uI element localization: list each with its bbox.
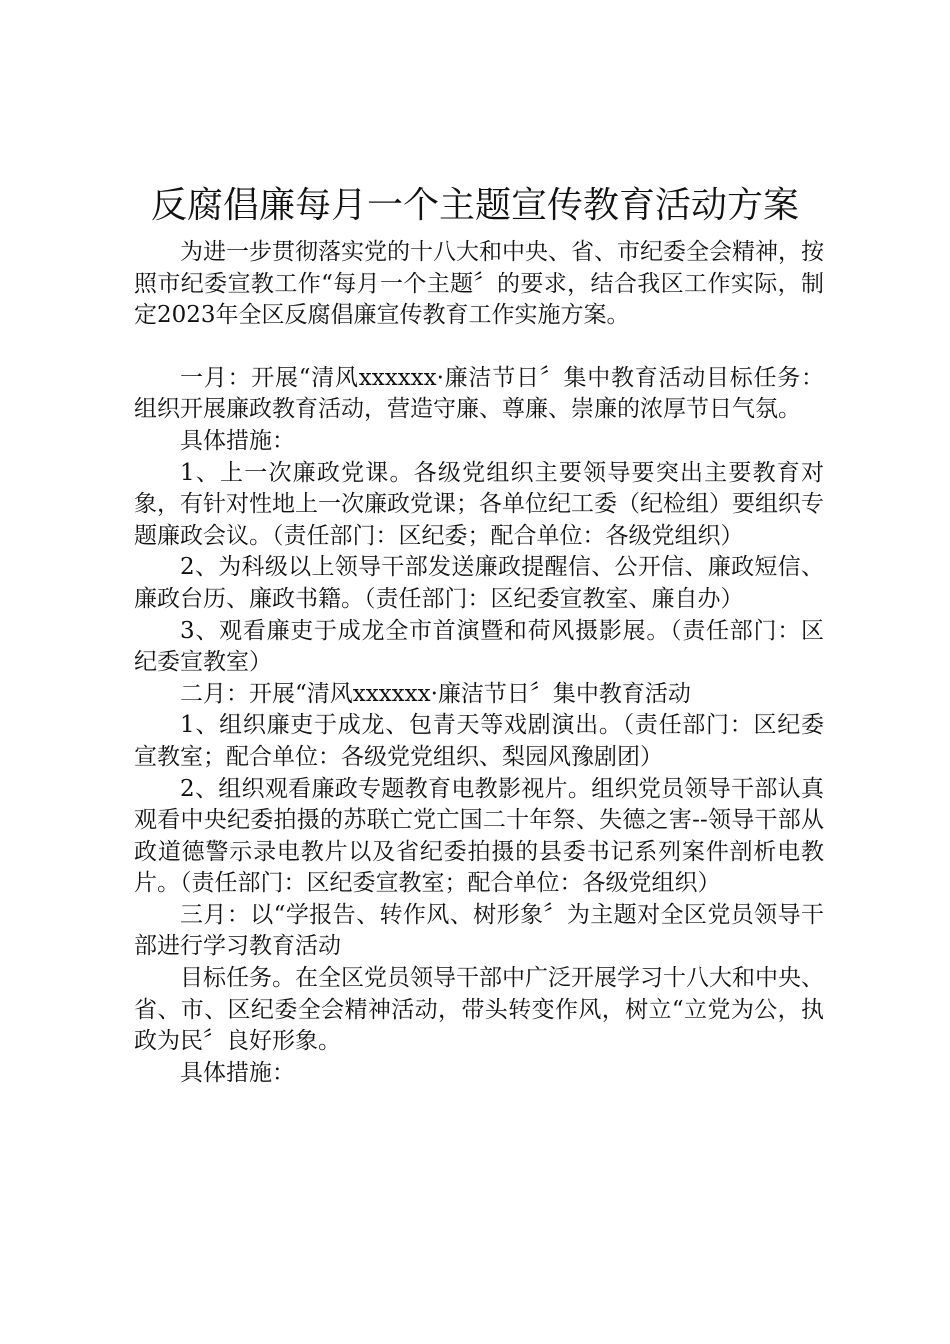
intro-paragraph: 为进一步贯彻落实党的十八大和中央、省、市纪委全会精神，按照市纪委宣教工作“每月一个主题〞的要求，结合我区工作实际，制定2023年全区反腐倡廉宣传教育工作实施方案。 bbox=[134, 239, 824, 329]
measure-item: 1、上一次廉政党课。各级党组织主要领导要突出主要教育对象，有针对性地上一次廉政党课；各单位纪工委（纪检组）要组织专题廉政会议。（责任部门：区纪委；配合单位：各级党组织） bbox=[134, 459, 824, 549]
february-heading: 二月：开展“清风xxxxxx·廉洁节日〞集中教育活动 bbox=[180, 680, 691, 707]
measure-item: 1、组织廉吏于成龙、包青天等戏剧演出。（责任部门：区纪委宣教室；配合单位：各级党党组织、梨园风豫剧团） bbox=[134, 712, 824, 770]
document-title: 反腐倡廉每月一个主题宣传教育活动方案 bbox=[150, 185, 799, 226]
measures-label: 具体措施： bbox=[180, 1059, 295, 1086]
march-heading: 三月：以“学报告、转作风、树形象〞为主题对全区党员领导干部进行学习教育活动 bbox=[134, 901, 824, 960]
measure-item: 2、为科级以上领导干部发送廉政提醒信、公开信、廉政短信、廉政台历、廉政书籍。（责任部门：区纪委宣教室、廉自办） bbox=[134, 554, 824, 612]
paragraph-gap bbox=[134, 332, 824, 363]
measure-item: 3、观看廉吏于成龙全市首演暨和荷风摄影展。（责任部门：区纪委宣教室） bbox=[134, 617, 824, 676]
goal-paragraph: 目标任务。在全区党员领导干部中广泛开展学习十八大和中央、省、市、区纪委全会精神活动，带头转变作风，树立“立党为公，执政为民〞良好形象。 bbox=[134, 965, 824, 1055]
measures-label: 具体措施： bbox=[180, 427, 295, 454]
measure-item: 2、组织观看廉政专题教育电教影视片。组织党员领导干部认真观看中央纪委拍摄的苏联亡党亡国二十年祭、失德之害--领导干部从政道德警示录电教片以及省纪委拍摄的县委书记系列案件剖析电教片。（责任部门：区纪委宣教室；配合单位：各级党组织） bbox=[134, 775, 824, 897]
document-body bbox=[134, 237, 824, 1089]
january-heading: 一月：开展“清风xxxxxx·廉洁节日〞集中教育活动目标任务：组织开展廉政教育活动，营造守廉、尊廉、崇廉的浓厚节日气氛。 bbox=[134, 364, 824, 423]
